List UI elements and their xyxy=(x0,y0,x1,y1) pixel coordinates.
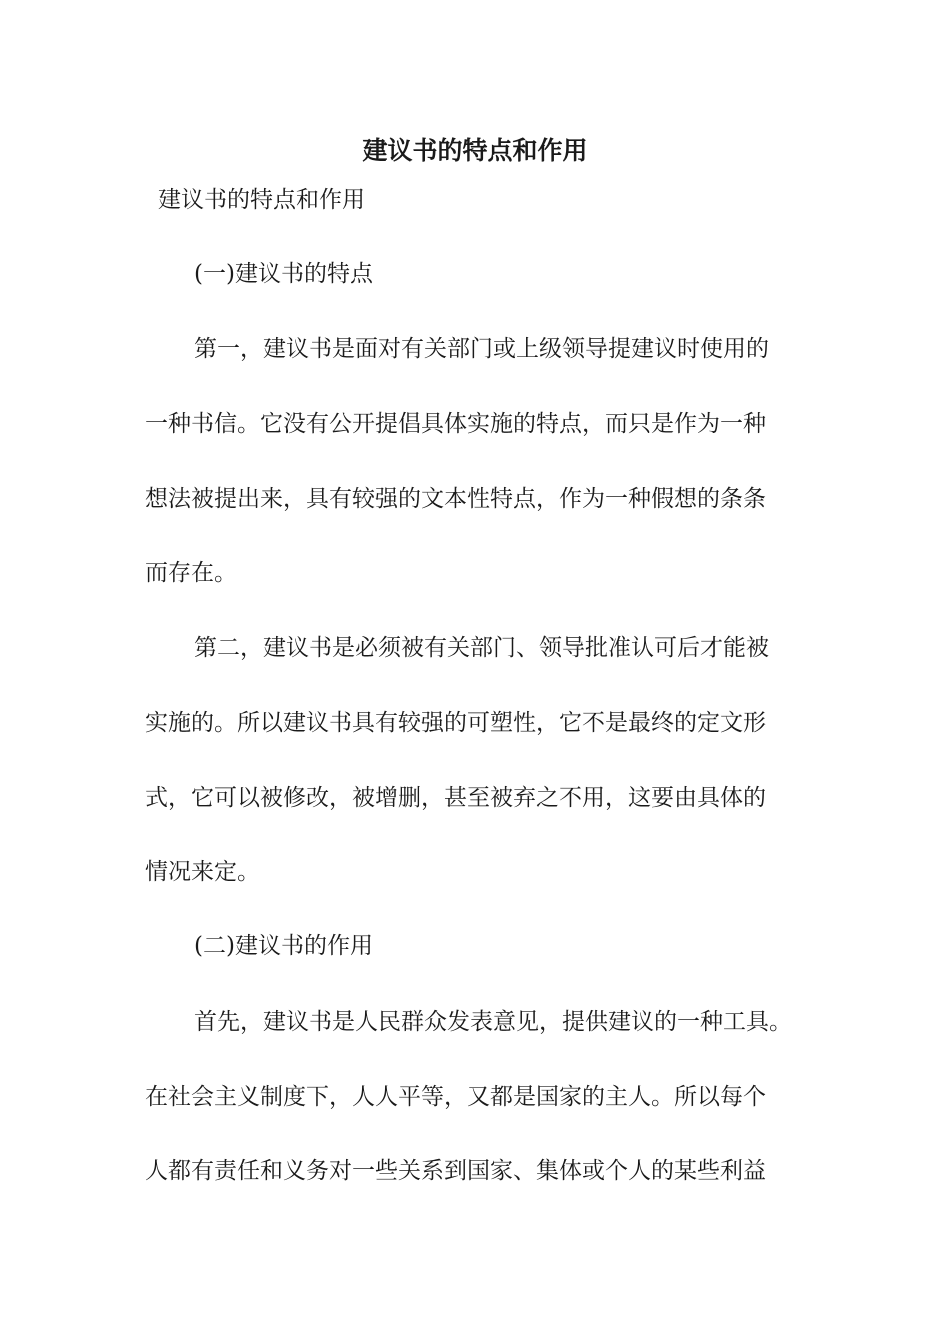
paragraph-line: 想法被提出来，具有较强的文本性特点，作为一种假想的条条 xyxy=(145,486,766,512)
paragraph-line: 首先，建议书是人民群众发表意见，提供建议的一种工具。 xyxy=(194,1009,792,1035)
paragraph-line: 在社会主义制度下，人人平等，又都是国家的主人。所以每个 xyxy=(145,1084,766,1110)
paragraph-line: 第二，建议书是必须被有关部门、领导批准认可后才能被 xyxy=(194,635,769,661)
paragraph-line: 实施的。所以建议书具有较强的可塑性，它不是最终的定文形 xyxy=(145,710,766,736)
document-title: 建议书的特点和作用 xyxy=(362,136,588,165)
paragraph-line: 而存在。 xyxy=(145,560,237,586)
section-heading-2: (二)建议书的作用 xyxy=(194,933,373,959)
paragraph-line: 人都有责任和义务对一些关系到国家、集体或个人的某些利益 xyxy=(145,1158,766,1184)
paragraph-line: 第一，建议书是面对有关部门或上级领导提建议时使用的 xyxy=(194,336,769,362)
section-heading-1: (一)建议书的特点 xyxy=(194,261,373,287)
paragraph-line: 式，它可以被修改，被增删，甚至被弃之不用，这要由具体的 xyxy=(145,785,766,811)
paragraph-line: 一种书信。它没有公开提倡具体实施的特点，而只是作为一种 xyxy=(145,411,766,437)
paragraph-line: 情况来定。 xyxy=(145,859,260,885)
document-subtitle: 建议书的特点和作用 xyxy=(158,187,365,213)
